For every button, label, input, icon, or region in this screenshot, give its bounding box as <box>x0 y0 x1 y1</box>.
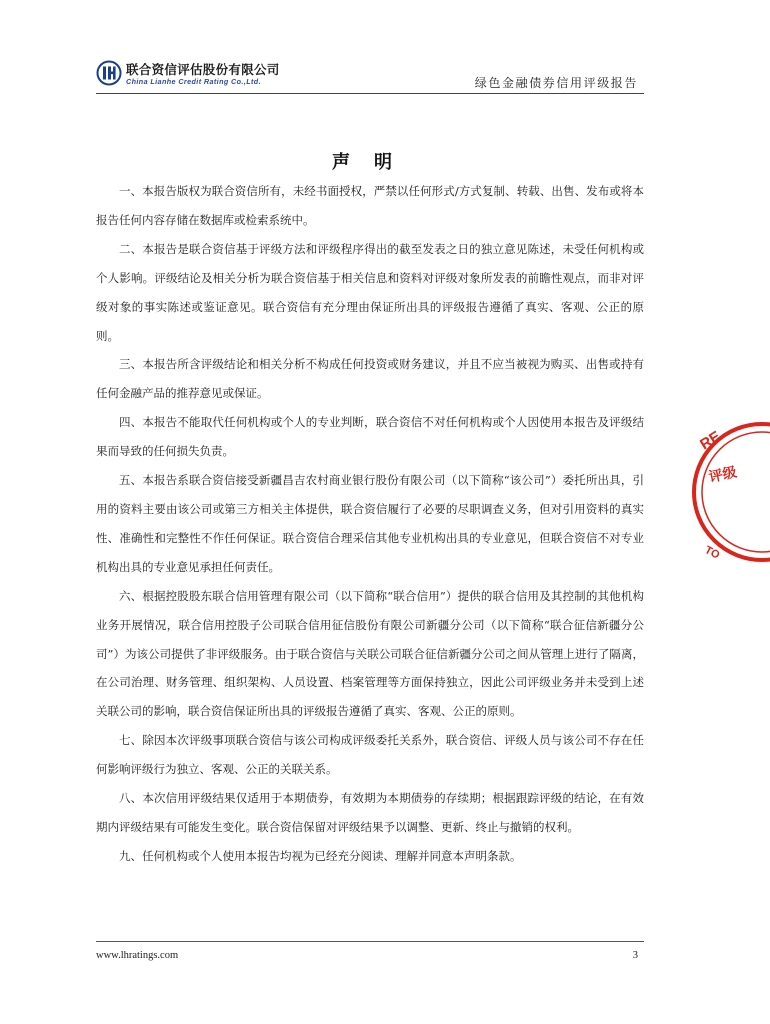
paragraph-9: 九、任何机构或个人使用本报告均视为已经充分阅读、理解并同意本声明条款。 <box>119 848 522 863</box>
paragraph-5: 五、本报告系联合资信接受新疆昌吉农村商业银行股份有限公司（以下简称“该公司”）委托所出具，引用的资料主要由该公司或第三方相关主体提供，联合资信履行了必要的尽职调查义务，但对引用资料的真实性、准确性和完整性不作任何保证。联合资信合理采信其他专业机构出具的专业意见，但联合资信不对专业机构出具的专业意见承担任何责任。 <box>96 473 644 574</box>
header-divider <box>96 93 644 94</box>
paragraph-4: 四、本报告不能取代任何机构或个人的专业判断，联合资信不对任何机构或个人因使用本报告及评级结果而导致的任何损失负责。 <box>96 415 644 459</box>
paragraph-1: 一、本报告版权为联合资信所有，未经书面授权，严禁以任何形式/方式复制、转载、出售、发布或将本报告任何内容存储在数据库或检索系统中。 <box>96 184 644 227</box>
paragraph-7: 七、除因本次评级事项联合资信与该公司构成评级委托关系外，联合资信、评级人员与该公司不存在任何影响评级行为独立、客观、公正的关联关系。 <box>96 733 644 777</box>
paragraph-8: 八、本次信用评级结果仅适用于本期债券，有效期为本期债券的存续期；根据跟踪评级的结论，在有效期内评级结果有可能发生变化。联合资信保留对评级结果予以调整、更新、终止与撤销的权利。 <box>96 791 644 834</box>
lianhe-logo-icon <box>96 60 122 86</box>
page-number: 3 <box>632 950 638 961</box>
footer-website: www.lhratings.com <box>96 950 179 961</box>
paragraph-2: 二、本报告是联合资信基于评级方法和评级程序得出的截至发表之日的独立意见陈述，未受任何机构或个人影响。评级结论及相关分析为联合资信基于相关信息和资料对评级对象所发表的前瞻性观点，而非对评级对象的事实陈述或鉴证意见。联合资信有充分理由保证所出具的评级报告遵循了真实、客观、公正的原则。 <box>96 241 644 343</box>
seal-text-en: RE <box>697 427 724 454</box>
document-title: 声明 <box>332 152 416 173</box>
seal-text-bottom: TO <box>702 544 722 562</box>
footer-divider <box>96 941 644 942</box>
page-header <box>96 58 644 92</box>
seal-text-cn: 评级 <box>707 464 739 486</box>
company-name-en: China Lianhe Credit Rating Co.,Ltd. <box>126 77 261 86</box>
paragraph-6: 六、根据控股股东联合信用管理有限公司（以下简称“联合信用”）提供的联合信用及其控制的其他机构业务开展情况，联合信用控股子公司联合信用征信股份有限公司新疆分公司（以下简称“联合征信新疆分公司”）为该公司提供了非评级服务。由于联合资信与关联公司联合征信新疆分公司之间从管理上进行了隔离，在公司治理、财务管理、组织架构、人员设置、档案管理等方面保持独立，因此公司评级业务并未受到上述关联公司的影响，联合资信保证所出具的评级报告遵循了真实、客观、公正的原则。 <box>96 588 644 719</box>
statement-body <box>96 177 644 871</box>
paragraph-3: 三、本报告所含评级结论和相关分析不构成任何投资或财务建议，并且不应当被视为购买、出售或持有任何金融产品的推荐意见或保证。 <box>96 357 644 401</box>
company-seal-stamp <box>690 372 770 612</box>
company-name-cn: 联合资信评估股份有限公司 <box>126 62 280 77</box>
report-title: 绿色金融债券信用评级报告 <box>474 76 638 90</box>
